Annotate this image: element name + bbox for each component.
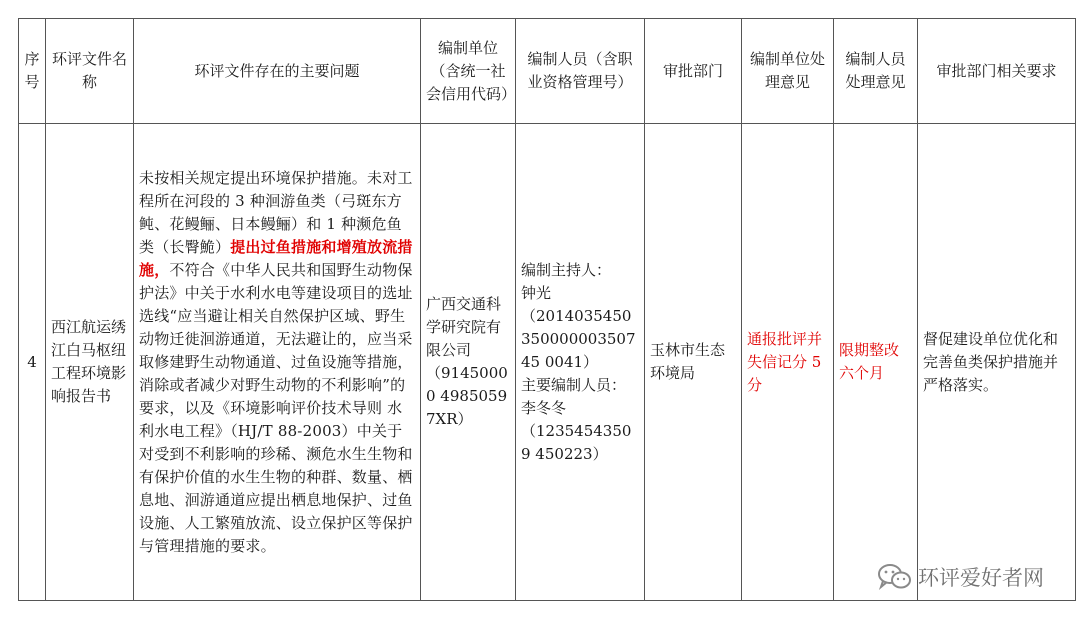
header-doc-name: 环评文件名称: [46, 19, 134, 124]
staff-main-id: （12354543509 450223）: [521, 421, 632, 463]
cell-staff-opinion: 限期整改六个月: [834, 124, 918, 601]
cell-unit-opinion: 通报批评并失信记分 5 分: [742, 124, 834, 601]
cell-approver: 玉林市生态环境局: [645, 124, 742, 601]
header-issue: 环评文件存在的主要问题: [134, 19, 421, 124]
header-approver: 审批部门: [645, 19, 742, 124]
header-unit-opinion: 编制单位处理意见: [742, 19, 834, 124]
staff-host-name: 钟光: [521, 283, 552, 302]
wechat-icon: [877, 562, 913, 592]
cell-doc-name: 西江航运绣江白马枢纽工程环境影响报告书: [46, 124, 134, 601]
staff-main-label: 主要编制人员：李冬冬: [521, 375, 627, 417]
unit-name: 广西交通科学研究院有限公司: [426, 295, 502, 359]
watermark: [877, 562, 1044, 592]
issue-text-2: 不符合《中华人民共和国野生动物保护法》中关于水利水电等建设项目的选址选线“应当避让相关自然保护区域、野生动物迁徙洄游通道，无法避让的，应当采取修建野生动物通道、过鱼设施等措施，消除或者减少对野生动物的不利影响”的要求，以及《环境影响评价技术导则 水利水电工程》（HJ/T 88-2003）中关于对受到不利影响的珍稀、濒危水生生物和有保护价值的水生生物的种群、数量、栖息地、洄游通道应提出栖息地保护、过鱼设施、人工繁殖放流、设立保护区等保护与管理措施的要求。: [139, 260, 413, 555]
table-header: [19, 19, 1076, 124]
header-seq: 序号: [19, 19, 46, 124]
staff-host-id: （201403545035000000350745 0041）: [521, 306, 636, 371]
table-row: [19, 124, 1076, 601]
header-staff: 编制人员（含职业资格管理号）: [516, 19, 645, 124]
issue-text-1: 未按相关规定提出环境保护措施。未对工程所在河段的 3 种洄游鱼类（弓斑东方鲀、花鳗鲡、日本鳗鲡）和 1 种濒危鱼类（长臀鮠）: [139, 168, 413, 256]
issue-highlight: 提出过鱼措施和增殖放流措施，: [139, 237, 413, 279]
cell-staff: [516, 124, 645, 601]
cell-requirement: 督促建设单位优化和完善鱼类保护措施并严格落实。: [918, 124, 1076, 601]
header-requirement: 审批部门相关要求: [918, 19, 1076, 124]
header-unit: 编制单位（含统一社会信用代码）: [421, 19, 516, 124]
violation-table: [18, 18, 1076, 601]
cell-unit: [421, 124, 516, 601]
header-staff-opinion: 编制人员处理意见: [834, 19, 918, 124]
unit-code: （91450000 49850597XR）: [426, 364, 508, 428]
cell-issue: [134, 124, 421, 601]
watermark-text: 环评爱好者网: [918, 566, 1044, 590]
staff-host-label: 编制主持人：: [521, 260, 612, 279]
cell-seq: 4: [19, 124, 46, 601]
